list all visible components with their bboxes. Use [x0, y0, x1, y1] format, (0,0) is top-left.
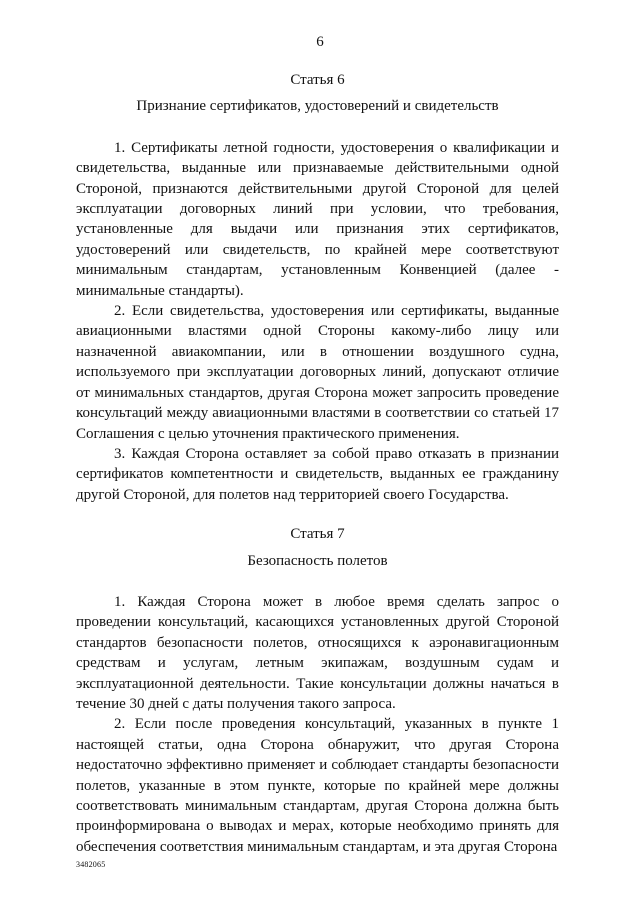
paragraph: 3. Каждая Сторона оставляет за собой право отказать в признании сертификатов компетентности и свидетельств, выданных ее гражданину другой Стороной, для полетов над территорией своего Государства. [76, 445, 559, 503]
paragraph: 2. Если после проведения консультаций, указанных в пункте 1 настоящей статьи, одна Сторона обнаружит, что другая Сторона недостаточно эффективно применяет и соблюдает стандарты безопасности полетов, указанные в этом пункте, которые по крайней мере должны соответствовать минимальным стандартам, другая Сторона должна быть проинформирована о выводах и мерах, которые необходимо принять для обеспечения соответствия минимальным стандартам, и эта другая Сторона [76, 716, 559, 855]
article-title: Статья 6 [290, 72, 345, 88]
document-code: 3482065 [76, 860, 106, 869]
article-subtitle: Безопасность полетов [247, 552, 388, 569]
article-7 [76, 524, 559, 857]
paragraph: 2. Если свидетельства, удостоверения или сертификаты, выданные авиационными властями одной Стороны какому-либо лицу или назначенной авиакомпании, или в отношении воздушного судна, используемого при эксплуатации договорных линий, допускают отличие от минимальных стандартов, другая Сторона может запросить проведение консультаций между авиационными властями в соответствии со статьей 17 Соглашения с целью уточнения практического применения. [76, 303, 559, 442]
page-number: 6 [316, 34, 324, 50]
paragraph: 1. Каждая Сторона может в любое время сделать запрос о проведении консультаций, касающихся установленных другой Стороной стандартов безопасности полетов, относящихся к аэронавигационным средствам и услугам, летным экипажам, воздушным судам и эксплуатационной деятельности. Такие консультации должны начаться в течение 30 дней с даты получения такого запроса. [76, 593, 559, 712]
paragraph: 1. Сертификаты летной годности, удостоверения о квалификации и свидетельства, выданные или признаваемые действительными одной Стороной, признаются действительными другой Стороной для целей эксплуатации договорных линий при условии, что требования, установленные для выдачи или признания этих сертификатов, удостоверений или свидетельств, по крайней мере соответствуют минимальным стандартам, установленным Конвенцией (далее - минимальные стандарты). [76, 139, 559, 299]
document-body [76, 70, 559, 857]
article-subtitle: Признание сертификатов, удостоверений и свидетельств [136, 98, 499, 115]
article-6 [76, 70, 559, 505]
article-title: Статья 7 [290, 526, 345, 543]
